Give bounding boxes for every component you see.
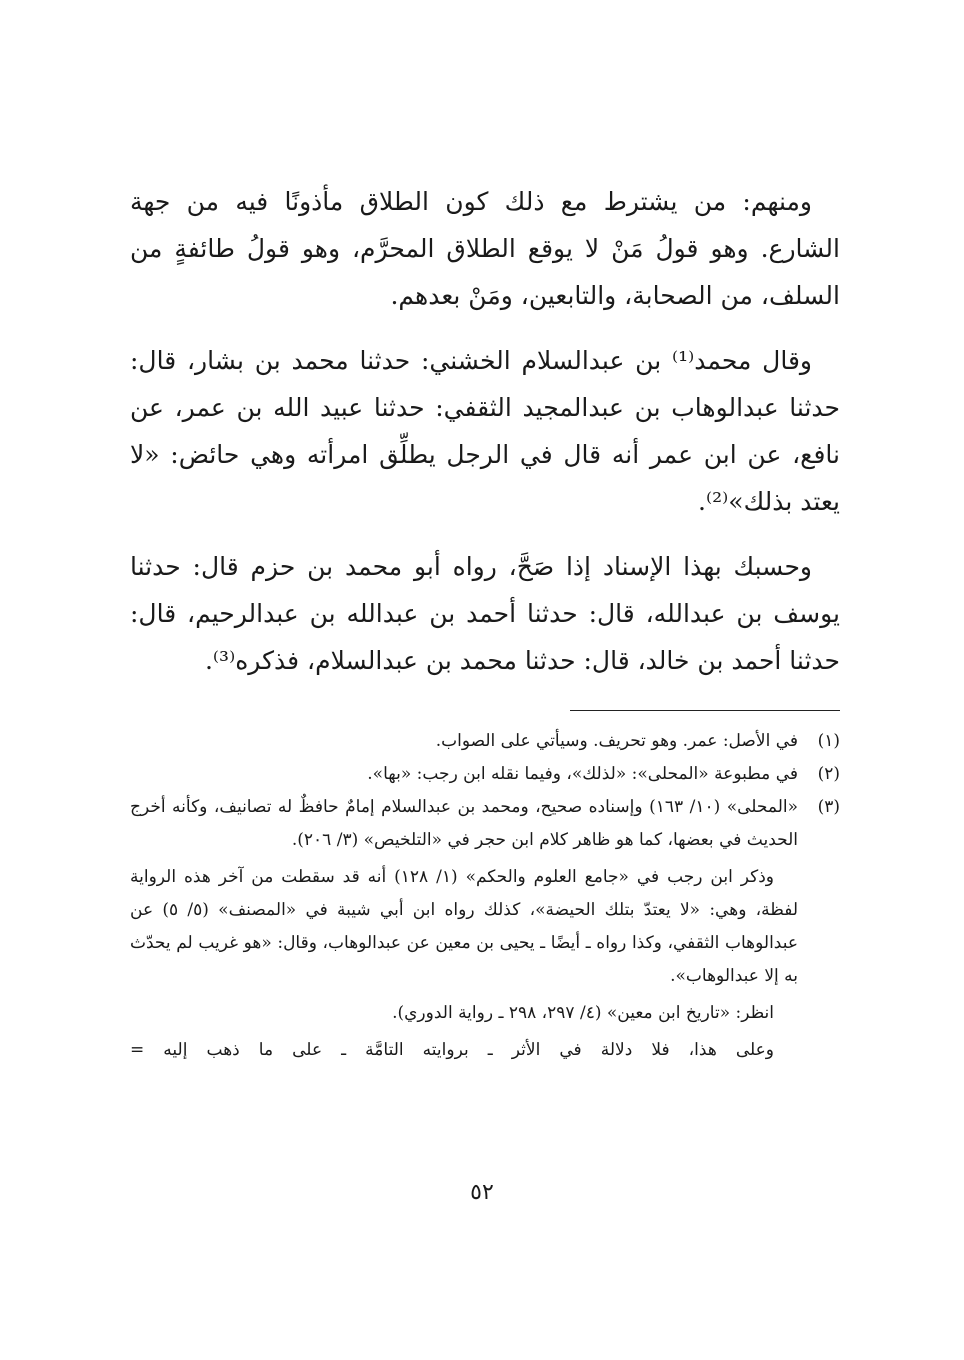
footnote-text: «المحلى» (١٠/ ١٦٣) وإسناده صحيح، ومحمد بن عبدالسلام إمامٌ حافظٌ له تصانيف، وكأنه أخرج الحديث في بعضها، كما هو ظاهر كلام ابن حجر في «التلخيص» (٣/ ٢٠٦). xyxy=(130,797,798,850)
page-number: ٥٢ xyxy=(470,1180,494,1205)
footnote-number: (٣) xyxy=(817,797,840,817)
footnote-3-continuation-1: وذكر ابن رجب في «جامع العلوم والحكم» (١/ ١٢٨) أنه قد سقطت من آخر هذه الرواية لفظة، وهي: «لا يعتدّ بتلك الحيضة»، كذلك رواه ابن أبي شيبة في «المصنف» (٥/ ٥) عن عبدالوهاب الثقفي، وكذا رواه ـ أيضًا ـ يحيى بن معين عن عبدالوهاب، وقال: «هو غريب لم يحدّث به إلا عبدالوهاب». xyxy=(130,867,798,986)
paragraph-2: وقال محمد⁽¹⁾ بن عبدالسلام الخشني: حدثنا محمد بن بشار، قال: حدثنا عبدالوهاب بن عبدالمجيد الثقفي: حدثنا عبيد الله بن عمر، عن نافع، عن ابن عمر أنه قال في الرجل يطلِّق امرأته وهي حائض: «لا يعتد بذلك»⁽²⁾. xyxy=(130,346,840,516)
main-text xyxy=(130,178,840,684)
footnote-3 xyxy=(130,791,840,857)
footnote-divider xyxy=(570,710,840,711)
footnotes xyxy=(130,725,840,1067)
footnote-3-continuation-3: وعلى هذا، فلا دلالة في الأثر ـ بروايته التامَّة ـ على ما ذهب إليه = xyxy=(130,1040,774,1060)
footnote-number: (٢) xyxy=(817,764,840,784)
footnote-text: في الأصل: عمر. وهو تحريف. وسيأتي على الصواب. xyxy=(435,731,798,751)
paragraph-3: وحسبك بهذا الإسناد إذا صَحَّ، رواه أبو محمد بن حزم قال: حدثنا يوسف بن عبدالله، قال: حدثنا أحمد بن عبدالله بن عبدالرحيم، قال: حدثنا أحمد بن خالد، قال: حدثنا محمد بن عبدالسلام، فذكره⁽³⁾. xyxy=(130,552,840,675)
footnote-2 xyxy=(130,758,840,791)
footnote-1 xyxy=(130,725,840,758)
footnote-number: (١) xyxy=(817,731,840,751)
paragraph-1: ومنهم: من يشترط مع ذلك كون الطلاق مأذونًا فيه من جهة الشارع. وهو قولُ مَنْ لا يوقع الطلاق المحرَّم، وهو قولُ طائفةٍ من السلف، من الصحابة، والتابعين، ومَنْ بعدهم. xyxy=(130,187,840,310)
footnote-text: في مطبوعة «المحلى»: «لذلك»، وفيما نقله ابن رجب: «بها». xyxy=(367,764,798,784)
footnote-3-continuation-2: انظر: «تاريخ ابن معين» (٤/ ٢٩٧، ٢٩٨ ـ رواية الدوري). xyxy=(392,1003,774,1023)
page-content xyxy=(130,178,840,1067)
